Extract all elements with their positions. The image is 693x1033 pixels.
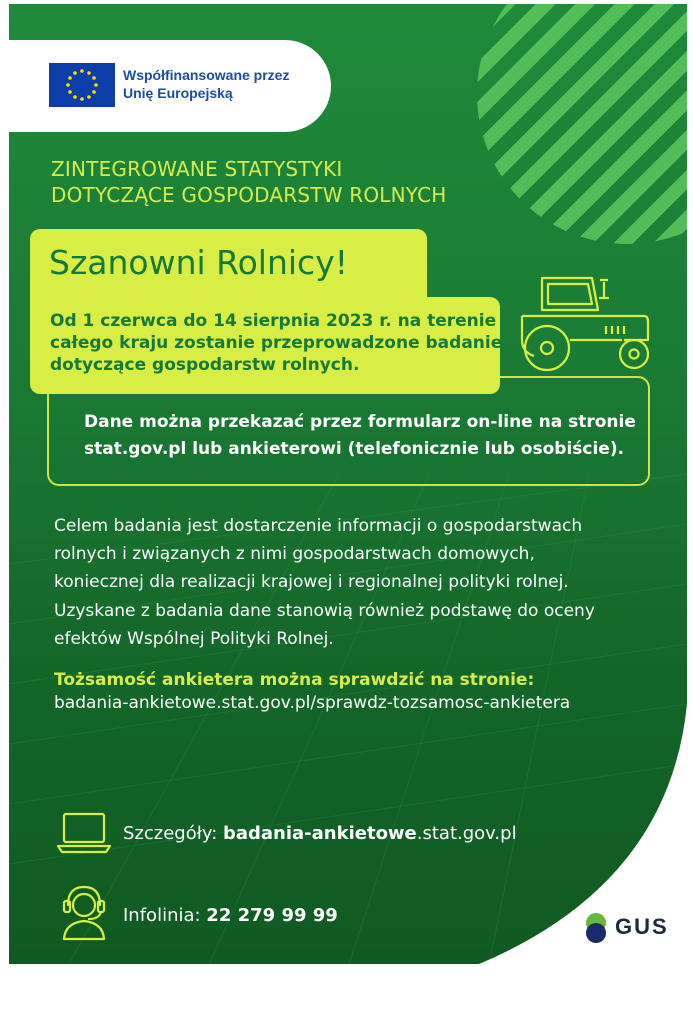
- headset-icon: [59, 881, 109, 941]
- eu-badge-line1: Współfinansowane przez: [123, 67, 290, 83]
- poster: [9, 4, 687, 964]
- verify-identity-link[interactable]: badania-ankietowe.stat.gov.pl/sprawdz-tozsamosc-ankietera: [54, 693, 571, 713]
- dates-line: Od 1 czerwca do 14 sierpnia 2023 r. na terenie: [50, 311, 497, 331]
- greeting-heading: Szanowni Rolnicy!: [49, 243, 348, 282]
- dates-line: całego kraju zostanie przeprowadzone badanie: [50, 333, 503, 353]
- transfer-line: Dane można przekazać przez formularz on-line na stronie: [84, 412, 636, 432]
- verify-identity-label: Tożsamość ankietera można sprawdzić na stronie:: [54, 670, 535, 690]
- purpose-line: koniecznej dla realizacji krajowej i regionalnej polityki rolnej.: [54, 572, 569, 593]
- gus-logo-text: GUS: [615, 914, 669, 939]
- details-link[interactable]: [123, 821, 517, 847]
- infoline-number: 22 279 99 99: [206, 905, 338, 926]
- purpose-line: Uzyskane z badania dane stanowią również podstawę do oceny: [54, 600, 595, 621]
- survey-title-line2: DOTYCZĄCE GOSPODARSTW ROLNYCH: [51, 183, 447, 207]
- purpose-line: Celem badania jest dostarczenie informacji o gospodarstwach: [54, 516, 583, 536]
- details-domain-bold: badania-ankietowe: [222, 823, 417, 844]
- purpose-line: rolnych i związanych z nimi gospodarstwach domowych,: [54, 544, 535, 565]
- laptop-icon: [56, 810, 112, 856]
- infoline[interactable]: [123, 903, 338, 929]
- purpose-line: efektów Wspólnej Polityki Rolnej.: [54, 628, 334, 649]
- details-domain-rest: .stat.gov.pl: [416, 823, 517, 844]
- survey-title-line1: ZINTEGROWANE STATYSTYKI: [51, 157, 343, 181]
- dates-line: dotyczące gospodarstw rolnych.: [50, 355, 360, 375]
- infoline-label: Infolinia:: [123, 905, 207, 926]
- transfer-line: stat.gov.pl lub ankieterowi (telefonicznie lub osobiście).: [84, 439, 625, 459]
- details-label: Szczegóły:: [123, 823, 223, 844]
- eu-badge-line2: Unię Europejską: [123, 85, 233, 101]
